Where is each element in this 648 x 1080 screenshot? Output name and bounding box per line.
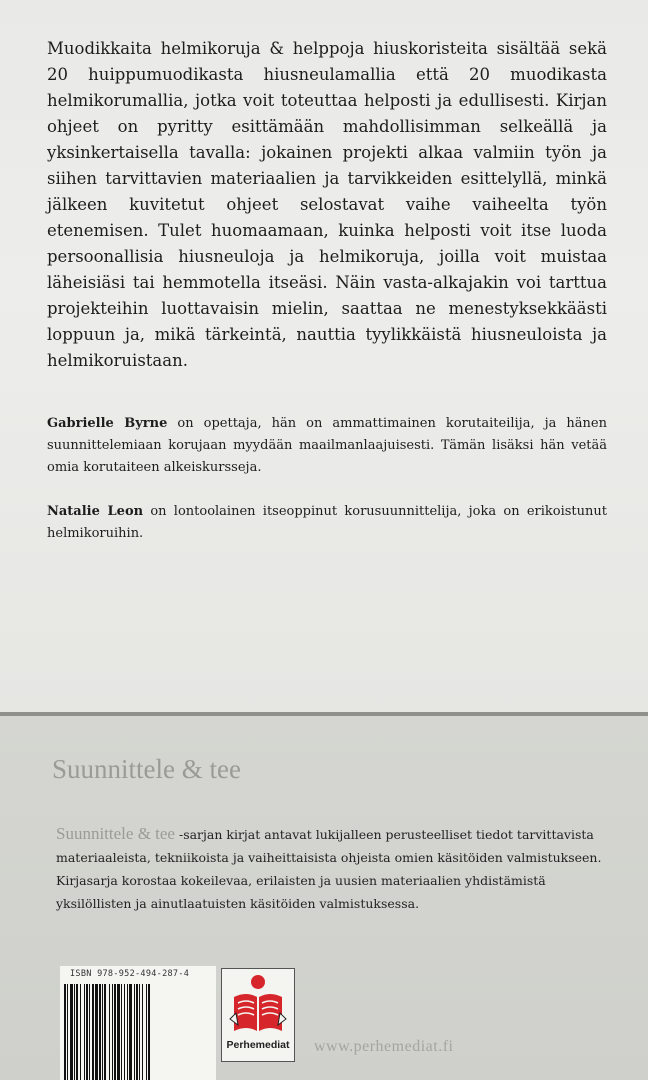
author-bio-2 [47, 501, 607, 545]
author-name: Gabrielle Byrne [47, 416, 168, 431]
publisher-url: www.perhemediat.fi [314, 1038, 454, 1055]
author-bio-text: on opettaja, hän on ammattimainen korutaiteilija, ja hänen suunnittelemiaan korujaan myydään maailmanlaajuisesti. Tämän lisäksi hän vetää omia korutaiteen alkeiskursseja. [47, 416, 607, 475]
book-description: Muodikkaita helmikoruja & helppoja hiuskoristeita sisältää sekä 20 huippumuodikasta hiusneulamallia että 20 muodikasta helmikorumallia, jotka voit toteuttaa helposti ja edullisesti. Kirjan ohjeet on pyritty esittämään mahdollisimman selkeällä ja yksinkertaisella tavalla: jokainen projekti alkaa valmiin työn ja siihen tarvittavien materiaalien ja tarvikkeiden esittelyllä, minkä jälkeen kuvitetut ohjeet selostavat vaihe vaiheelta työn etenemisen. Tulet huomaamaan, kuinka helposti voit itse luoda persoonallisia hiusneuloja ja helmikoruja, joilla voit muistaa läheisiäsi tai hemmotella itseäsi. Näin vasta-alkajakin voi tarttua projekteihin luottavaisin mielin, saattaa ne menestyksekkäästi loppuun ja, mikä tärkeintä, nauttia tyylikkäistä hiusneuloista ja helmikoruistaan. [47, 39, 607, 370]
publisher-logo [221, 968, 295, 1062]
series-description-text: -sarjan kirjat antavat lukijalleen perusteelliset tiedot tarvittavista materiaaleista, tekniikoista ja vaiheittaisista ohjeista omien käsitöiden valmistukseen. Kirjasarja korostaa kokeilevaa, erilaisten ja uusien materiaalien yhdistämistä yksilöllisten ja ainutlaatuisten käsitöiden valmistuksessa. [56, 827, 602, 911]
author-bio-1 [47, 413, 607, 479]
series-title: Suunnittele & tee [52, 754, 241, 784]
isbn-number: ISBN 978-952-494-287-4 [70, 969, 190, 979]
barcode [60, 966, 216, 1080]
author-bio-text: on lontoolainen itseoppinut korusuunnittelija, joka on erikoistunut helmikoruihin. [47, 504, 607, 541]
barcode-bar [150, 984, 152, 1080]
author-name: Natalie Leon [47, 504, 144, 519]
red-open-book-reader-icon [228, 973, 288, 1037]
series-inline-name: Suunnittele & tee [56, 824, 175, 843]
series-description [56, 822, 608, 915]
publisher-name: Perhemediat [222, 1039, 294, 1051]
barcode-bars [64, 984, 212, 1080]
